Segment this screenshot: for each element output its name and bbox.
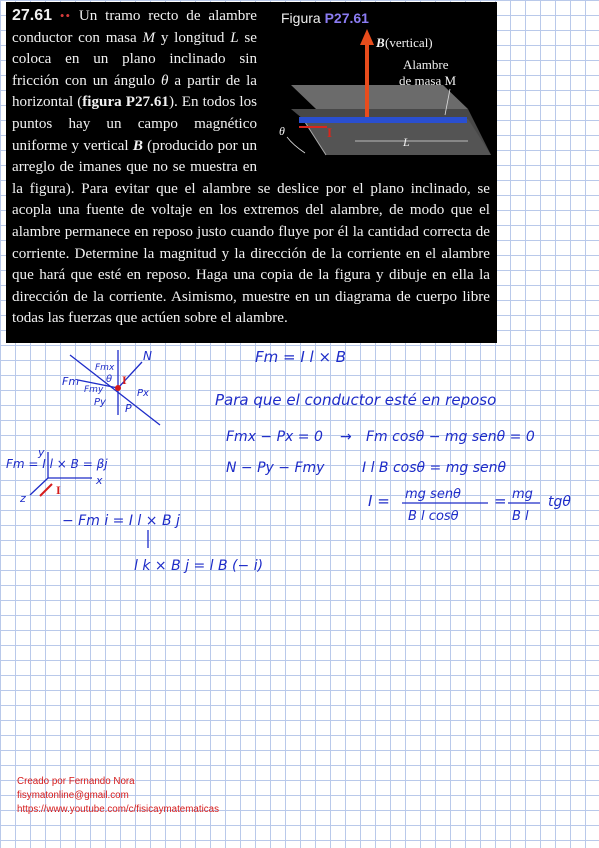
equation-4-numerator: mg senθ	[405, 487, 462, 502]
wire-label-2: de masa M	[399, 73, 457, 88]
current-label: I	[327, 125, 333, 140]
problem-text-5: ). En todos los puntos hay un campo magnético uniforme y vertical	[12, 94, 257, 154]
equation-3: I l B cosθ = mg senθ	[362, 460, 507, 476]
direction-cross-product: − Fm i = I l × B j	[62, 513, 180, 529]
figure-reference: figura P27.61	[82, 94, 169, 111]
axis-z-label: z	[20, 492, 26, 505]
equation-4-denominator-2: B l	[512, 509, 529, 524]
problem-text-2: y longitud	[155, 29, 231, 46]
theta-symbol: θ	[160, 72, 169, 89]
axis-y-label: y	[38, 446, 45, 459]
label-py: Py	[94, 397, 106, 408]
difficulty-dots: ••	[59, 8, 72, 23]
wire-cross-section	[115, 385, 121, 391]
label-n: N	[143, 349, 152, 363]
rest-condition: Para que el conductor esté en reposo	[215, 391, 497, 409]
equation-4-lhs: I =	[368, 492, 390, 510]
label-p: P	[125, 402, 132, 415]
figure-title-prefix: Figura	[281, 10, 325, 26]
label-current: I	[122, 373, 127, 387]
problem-text-1: Un tramo recto de alambre conductor con masa	[12, 8, 257, 46]
label-fm: Fm	[62, 375, 80, 388]
problem-text-4: a partir de la horizontal (	[12, 72, 258, 111]
fm-formula: Fm = I l × B	[255, 348, 347, 366]
equation-2: N − Py − Fmy	[226, 460, 325, 476]
problem-text-3: se coloca en un plano inclinado sin fricción con un ángulo	[12, 29, 258, 89]
axes-diagram	[6, 446, 108, 505]
b-symbol: B	[132, 137, 143, 154]
direction-result: l k × B j = l B (− i)	[134, 558, 264, 574]
z-axis	[30, 478, 48, 495]
current-direction	[40, 484, 52, 496]
wire-label-1: Alambre	[403, 57, 449, 72]
fm-direction-expr: Fm = I l × B = βj	[6, 457, 108, 471]
equation-4-tangent: tgθ	[548, 494, 571, 510]
equation-4-numerator-2: mg	[512, 487, 533, 502]
axis-current-label: I	[56, 483, 61, 497]
free-body-diagram	[62, 349, 160, 425]
credit-youtube-link[interactable]: https://www.youtube.com/c/fisicaymatematicas	[17, 804, 219, 815]
equation-1-left: Fmx − Px = 0	[226, 429, 323, 445]
label-px: Px	[137, 388, 149, 399]
equation-4-denominator: B l cosθ	[408, 509, 459, 524]
theta-label: θ	[279, 124, 285, 138]
b-suffix-label: (vertical)	[385, 35, 433, 50]
label-theta: θ	[106, 374, 113, 385]
credits	[17, 775, 219, 817]
length-label: L	[403, 135, 410, 149]
problem-number: 27.61	[12, 7, 53, 24]
label-fmx: Fmx	[95, 363, 115, 373]
credit-author: Creado por Fernando Nora	[17, 776, 135, 787]
equation-4-equals: =	[494, 492, 507, 510]
label-fmy: Fmy	[84, 385, 104, 395]
figure-title-number: P27.61	[324, 10, 369, 26]
length-symbol: L	[230, 29, 239, 46]
credit-email[interactable]: fisymatonline@gmail.com	[17, 790, 129, 801]
mass-symbol: M	[142, 29, 156, 46]
equation-arrow: →	[340, 429, 352, 445]
problem-text-6: (producido por un arreglo de imanes que no se muestra en la figura). Para evitar que el alambre se deslice por el plano inclinado, se acopla una fuente de voltaje en los extremos del alambre, de modo que el alambre permanece en reposo justo cuando fluye por él la cantidad correcta de corriente. Determine la magnitud y la dirección de la corriente en el alambre que hará que esté en reposo. Haga una copia de la figura y dibuje en ella la dirección de la corriente. Asimismo, muestre en un diagrama de cuerpo libre todas las fuerzas que actúen sobre el alambre.	[12, 137, 490, 327]
b-label: B	[376, 35, 385, 50]
axis-x-label: x	[96, 474, 103, 487]
equation-1-right: Fm cosθ − mg senθ = 0	[366, 429, 535, 445]
